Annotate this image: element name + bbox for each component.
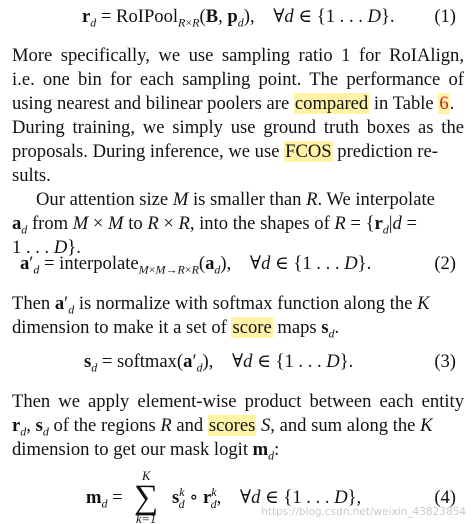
watermark: https://blog.csdn.net/weixin_43823854 [261, 506, 466, 518]
summation-symbol [134, 470, 158, 524]
equation-4-number: (4) [434, 487, 456, 508]
equation-2-number: (2) [434, 253, 456, 274]
para1-line4: During training, we simply use ground truth boxes as the [12, 117, 464, 138]
para2-line3: 1 . . . D}. [12, 237, 81, 258]
highlight-scores: scores [208, 415, 256, 436]
sum-lower-limit: k=1 [136, 512, 157, 524]
para1-line3: using nearest and bilinear poolers are compared in Table 6. [12, 93, 455, 114]
para1-line2: i.e. one bin for each sampling point. The performance of [12, 69, 464, 90]
equation-3-number: (3) [434, 351, 456, 372]
highlight-score: score [232, 317, 272, 338]
table-ref-link[interactable]: 6 [439, 93, 449, 114]
para4-line3: dimension to get our mask logit $m_d$: [12, 439, 280, 463]
para3-line1: Then $a'_d$ is normalize with softmax function along the K [12, 293, 430, 317]
para4-line1: Then we apply element-wise product between each entity [12, 391, 464, 412]
equation-4-rhs: $s^k_d$ ∘ $r^k_d$, ∀d ∈ {1 . . . D}, [172, 484, 362, 511]
para3-line2: dimension to make it a set of score maps $s_d$. [12, 317, 340, 341]
highlight-fcos: FCOS [285, 141, 332, 162]
sum-upper-limit: K [141, 469, 151, 483]
sigma-icon: ∑ [134, 479, 159, 516]
equation-2: $a'_d$ = $interpolate_{M\times M\to R\times R}(a_d)$, ∀d ∈ {1 . . . D}. [20, 253, 372, 277]
para1-line5: proposals. During inference, we use FCOS prediction re- [12, 141, 438, 162]
equation-1: $r_d$ = RoIPool$_{R\times R}$(B, $p_d$), ∀d ∈ {1 . . . D}. [82, 6, 395, 30]
para4-line2: $r_d$, $s_d$ of the regions R and scores S, and sum along the K [12, 415, 433, 439]
equation-4-lhs: $m_d$ = [86, 487, 123, 511]
para2-line1: Our attention size M is smaller than R. We interpolate [36, 189, 435, 210]
equation-3: $s_d$ = $softmax(a'_d)$, ∀d ∈ {1 . . . D}. [84, 351, 354, 375]
para1-line6: sults. [12, 165, 51, 186]
highlight-compared: compared [294, 93, 369, 114]
equation-1-number: (1) [434, 6, 456, 27]
para2-line2: $a_d$ from M × M to R × R, into the shapes of $R = \{r_d|d$ = [12, 213, 417, 237]
para1-line1: More specifically, we use sampling ratio 1 for RoIAlign, [12, 45, 464, 66]
